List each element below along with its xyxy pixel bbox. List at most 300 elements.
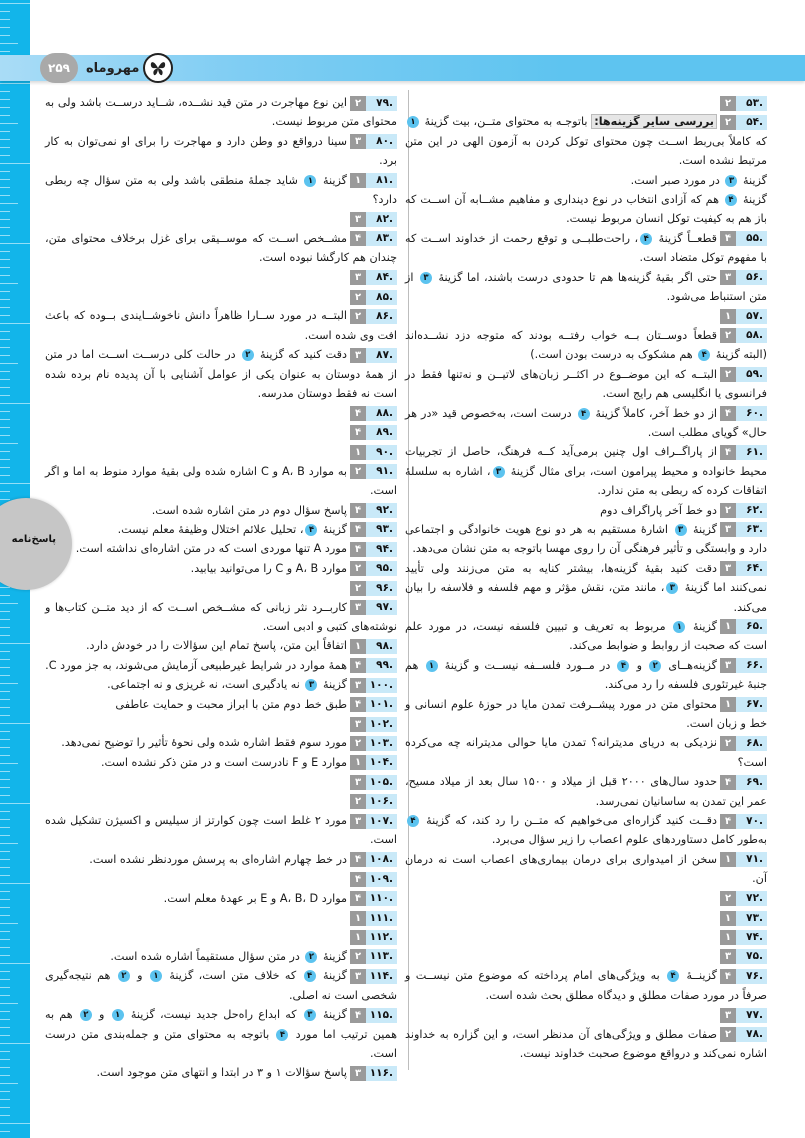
- ruler-tick: [0, 315, 10, 316]
- answer-item: [45, 869, 397, 888]
- answer-choice: ۴: [350, 522, 366, 537]
- explanation-text: ، راحت‌طلبــی و توقع رحمت از خداوند اســت که با مفهوم توکل متضاد است.: [405, 231, 767, 265]
- question-number: .۷۳: [736, 911, 767, 926]
- question-header: [720, 561, 767, 576]
- ruler-tick: [0, 251, 10, 252]
- question-number: .۵۵: [736, 231, 767, 246]
- explanation-text: گزینهٔ: [687, 619, 717, 633]
- question-number: .۱۱۶: [366, 1066, 397, 1081]
- question-number: .۹۰: [366, 445, 397, 460]
- explanation-text: مورد ۲ غلط است چون کوارتز از سیلیس و اکسیژن تشکیل شده است.: [45, 814, 397, 847]
- ruler-tick: [0, 1131, 10, 1132]
- ruler-tick: [0, 1115, 10, 1116]
- question-header: [720, 736, 767, 751]
- question-header: [350, 212, 397, 227]
- ruler-tick: [0, 27, 10, 28]
- explanation-text: دقت کنید بقیهٔ گزینه‌ها، بیشتر کنایه به متن می‌زنند ولی تأیید نمی‌کنند اما گزینهٔ: [405, 561, 767, 595]
- question-header: [720, 96, 767, 111]
- explanation-text: از دو خط آخر، کاملاً گزینهٔ: [591, 406, 717, 420]
- option-number-badge: ۳: [420, 272, 432, 284]
- answer-choice: ۲: [350, 561, 366, 576]
- question-number: .۵۴: [736, 115, 767, 130]
- answer-item: [45, 966, 397, 1005]
- question-number: .۷۲: [736, 891, 767, 906]
- question-number: .۸۸: [366, 406, 397, 421]
- question-header: [720, 619, 767, 634]
- explanation-text: و: [131, 969, 148, 983]
- ruler-tick: [0, 83, 30, 84]
- ruler-tick: [0, 667, 10, 668]
- ruler-tick: [0, 187, 10, 188]
- ruler-tick: [0, 467, 10, 468]
- explanation-text: این نوع مهاجرت در متن قید نشــده، شــاید درســت باشد ولی به محتوای متن مربوط نیست.: [45, 96, 397, 129]
- ruler-tick: [0, 955, 10, 956]
- ruler-tick: [0, 595, 10, 596]
- ruler-tick: [0, 699, 10, 700]
- explanation-text: به‌طور کامل دستاوردهای علوم اعصاب را زیر سؤال می‌برد.: [491, 833, 767, 847]
- answer-choice: ۳: [350, 814, 366, 829]
- answer-choice: ۴: [350, 406, 366, 421]
- ruler-tick: [0, 275, 10, 276]
- ruler-tick: [0, 331, 10, 332]
- ruler-tick: [0, 827, 10, 828]
- explanation-text: ، مانند متن، نقش مؤثر و مهم فلسفه و فلاسفه را بیان می‌کند.: [405, 581, 767, 614]
- answer-item: [45, 947, 397, 966]
- question-number: .۱۰۸: [366, 852, 397, 867]
- ruler-tick: [0, 771, 10, 772]
- ruler-tick: [0, 443, 18, 444]
- answer-item: [405, 617, 767, 656]
- explanation-text: گزینهٔ: [318, 173, 348, 187]
- answer-item: [405, 850, 767, 889]
- question-number: .۱۰۵: [366, 775, 397, 790]
- question-number: .۹۹: [366, 658, 397, 673]
- explanation-text: سینا درواقع دو وطن دارد و مهاجرت را برای او نمی‌توان به کار برد.: [45, 134, 397, 168]
- answer-item: [45, 520, 397, 539]
- explanation-text: اتفاقاً این متن، پاسخ تمام این سؤالات را در خودش دارد.: [85, 639, 347, 653]
- question-header: [350, 348, 397, 363]
- explanation-text: در حالت کلی درســت اســت اما در متن از همهٔ دوستان به عنوان یکی از عوامل آشنایی با آن پدیده نام برده شده است نه فقط دوستان مدرسه.: [45, 348, 397, 401]
- question-header: [720, 852, 767, 867]
- answer-choice: ۱: [720, 619, 736, 634]
- option-number-badge: ۴: [725, 194, 737, 206]
- question-number: .۷۱: [736, 852, 767, 867]
- answer-item: [45, 1005, 397, 1063]
- answer-choice: ۴: [720, 814, 736, 829]
- question-number: .۱۰۱: [366, 697, 397, 712]
- explanation-text: کاربــرد نثر زبانی که مشــخص اســت که از دید متــن کتاب‌ها و نوشته‌های کتبی و ادبی است.: [45, 600, 397, 633]
- question-header: [720, 328, 767, 343]
- explanation-text: دو خط آخر پاراگراف دوم: [600, 503, 717, 517]
- answer-item: [45, 598, 397, 637]
- answer-choice: ۳: [350, 212, 366, 227]
- answer-choice: ۳: [350, 134, 366, 149]
- answer-choice: ۱: [350, 930, 366, 945]
- ruler-tick: [0, 491, 10, 492]
- ruler-tick: [0, 363, 18, 364]
- ruler-tick: [0, 347, 10, 348]
- explanation-text: گزینهٔ: [319, 678, 347, 692]
- answer-item: [405, 93, 767, 112]
- answer-choice: ۱: [350, 173, 366, 188]
- answer-item: [45, 889, 397, 908]
- option-number-badge: ۴: [305, 524, 317, 536]
- answer-choice: ۲: [350, 96, 366, 111]
- ruler-tick: [0, 379, 10, 380]
- ruler-tick: [0, 691, 10, 692]
- answer-choice: ۴: [350, 425, 366, 440]
- question-header: [350, 134, 397, 149]
- ruler-tick: [0, 123, 18, 124]
- answer-item: [405, 733, 767, 772]
- question-header: [720, 911, 767, 926]
- question-header: [720, 231, 767, 246]
- ruler-tick: [0, 147, 10, 148]
- question-number: .۵۹: [736, 367, 767, 382]
- answer-item: [405, 927, 767, 946]
- ruler-tick: [0, 1083, 18, 1084]
- question-number: .۹۳: [366, 522, 397, 537]
- ruler-tick: [0, 427, 10, 428]
- question-number: .۷۹: [366, 96, 397, 111]
- answer-item: [45, 501, 397, 520]
- ruler-tick: [0, 723, 30, 724]
- question-number: .۸۱: [366, 173, 397, 188]
- question-number: .۶۵: [736, 619, 767, 634]
- question-header: [350, 561, 397, 576]
- question-number: .۵۳: [736, 96, 767, 111]
- ruler-tick: [0, 971, 10, 972]
- explanation-text: قطعــاً گزینهٔ: [654, 231, 717, 245]
- option-number-badge: ۴: [640, 233, 652, 245]
- explanation-text: نزدیکی به دریای مدیترانه؟ تمدن مایا حوالی مدیترانه چه می‌کرده است؟: [405, 736, 767, 769]
- answer-choice: ۲: [350, 581, 366, 596]
- question-number: .۱۰۹: [366, 872, 397, 887]
- question-number: .۸۹: [366, 425, 397, 440]
- option-number-badge: ۳: [666, 582, 678, 594]
- answer-item: [405, 112, 767, 170]
- question-number: .۱۱۰: [366, 891, 397, 906]
- ruler-tick: [0, 795, 10, 796]
- answer-item: [45, 927, 397, 946]
- ruler-tick: [0, 1059, 10, 1060]
- explanation-text: شاید جملهٔ منطقی باشد ولی به متن سؤال چه ربطی دارد؟: [45, 173, 397, 207]
- question-header: [350, 231, 397, 246]
- question-header: [720, 445, 767, 460]
- explanation-text: هم مشکوک به درست بودن است.): [530, 348, 697, 362]
- option-number-badge: ۳: [304, 1009, 316, 1021]
- answer-choice: ۱: [720, 852, 736, 867]
- answer-choice: ۳: [350, 600, 366, 615]
- question-header: [350, 736, 397, 751]
- answer-item: [45, 268, 397, 287]
- answer-item: [405, 268, 767, 307]
- page-number: ۲۵۹: [40, 53, 78, 83]
- answer-choice: ۴: [720, 969, 736, 984]
- answer-item: [45, 578, 397, 597]
- answer-choice: ۴: [350, 231, 366, 246]
- question-number: .۱۱۵: [366, 1008, 397, 1023]
- explanation-text: و: [631, 658, 648, 672]
- question-header: [350, 445, 397, 460]
- answer-item: [45, 811, 397, 850]
- answer-choice: ۴: [350, 872, 366, 887]
- question-number: .۸۵: [366, 290, 397, 305]
- answer-choice: ۲: [350, 309, 366, 324]
- explanation-text: پاسخ سؤالات ۱ و ۳ در ابتدا و انتهای متن موجود است.: [96, 1066, 347, 1080]
- explanation-text: ، اشاره به سلسلهٔ اتفاقات کرده که ربطی به متن ندارد.: [405, 464, 767, 498]
- answer-item: [45, 423, 397, 442]
- question-number: .۹۴: [366, 542, 397, 557]
- option-number-badge: ۲: [118, 970, 130, 982]
- ruler-tick: [0, 835, 10, 836]
- explanation-text: محتوای متن در مورد پیشــرفت تمدن مایا در حوزهٔ علوم انسانی و خط و زبان است.: [405, 697, 767, 730]
- question-number: .۷۸: [736, 1027, 767, 1042]
- option-number-badge: ۱: [673, 621, 685, 633]
- question-number: .۷۵: [736, 949, 767, 964]
- ruler-tick: [0, 867, 10, 868]
- ruler-tick: [0, 947, 10, 948]
- answer-item: [405, 695, 767, 734]
- answer-item: [405, 501, 767, 520]
- question-number: .۵۷: [736, 309, 767, 324]
- ruler-tick: [0, 323, 30, 324]
- answer-choice: ۱: [350, 911, 366, 926]
- question-number: .۱۰۴: [366, 755, 397, 770]
- ruler-tick: [0, 731, 10, 732]
- ruler-tick: [0, 435, 10, 436]
- answer-choice: ۴: [720, 231, 736, 246]
- answer-choice: ۳: [350, 969, 366, 984]
- ruler-tick: [0, 1011, 10, 1012]
- explanation-text: دقــت کنید گزاره‌ای می‌خواهیم که متــن را رد کند، که گزینهٔ: [421, 814, 717, 828]
- ruler-tick: [0, 339, 10, 340]
- ruler-tick: [0, 1099, 10, 1100]
- explanation-text: گزینهٔ: [319, 949, 347, 963]
- explanation-text: در مورد صبر است.: [630, 173, 724, 187]
- ruler-tick: [0, 195, 10, 196]
- explanation-text: هم که آزادی انتخاب در نوع دینداری و مفاهیم مشــابه آن اســت که باز هم به کیفیت توکل انسان مربوط نیست.: [405, 193, 767, 226]
- ruler-tick: [0, 851, 10, 852]
- answer-item: [405, 772, 767, 811]
- answer-choice: ۲: [720, 1027, 736, 1042]
- ruler-tick: [0, 459, 10, 460]
- question-number: .۸۰: [366, 134, 397, 149]
- answer-choice: ۲: [720, 891, 736, 906]
- explanation-text: درست است، به‌خصوص قید «در هر حال» گویای مطلب است.: [405, 406, 767, 439]
- answer-item: [405, 229, 767, 268]
- answer-item: [45, 306, 397, 345]
- question-header: [350, 464, 397, 479]
- question-header: [350, 581, 397, 596]
- question-header: [350, 600, 397, 615]
- ruler-tick: [0, 1035, 10, 1036]
- ruler-tick: [0, 643, 30, 644]
- option-number-badge: ۱: [150, 970, 162, 982]
- question-header: [350, 406, 397, 421]
- answer-item: [405, 306, 767, 325]
- option-number-badge: ۴: [276, 1029, 288, 1041]
- question-number: .۶۸: [736, 736, 767, 751]
- explanation-text: قطعاً دوســتان بــه خواب رفتــه بودند که متوجه دزد نشــده‌اند (البته گزینهٔ: [405, 328, 767, 362]
- explanation-text: پاسخ سؤال دوم در متن اشاره شده است.: [151, 503, 347, 517]
- question-header: [350, 717, 397, 732]
- ruler-tick: [0, 675, 10, 676]
- answer-choice: ۳: [720, 1008, 736, 1023]
- ruler-tick: [0, 875, 10, 876]
- ruler-tick: [0, 299, 10, 300]
- side-tab-label: پاسخ‌نامه: [11, 534, 56, 545]
- answer-item: [45, 733, 397, 752]
- question-number: .۱۱۲: [366, 930, 397, 945]
- explanation-text: موارد E و F نادرست است و در متن ذکر نشده است.: [100, 755, 347, 769]
- question-number: .۸۳: [366, 231, 397, 246]
- answer-item: [45, 636, 397, 655]
- option-number-badge: ۱: [407, 116, 419, 128]
- question-header: [350, 697, 397, 712]
- answer-choice: ۴: [350, 658, 366, 673]
- answer-choice: ۲: [350, 736, 366, 751]
- question-header: [350, 872, 397, 887]
- option-number-badge: ۱: [112, 1009, 124, 1021]
- question-number: .۶۴: [736, 561, 767, 576]
- question-header: [720, 115, 767, 130]
- question-header: [350, 658, 397, 673]
- ruler-tick: [0, 907, 10, 908]
- ruler-tick: [0, 1043, 30, 1044]
- answer-choice: ۲: [350, 464, 366, 479]
- ruler-tick: [0, 915, 10, 916]
- option-number-badge: ۴: [667, 970, 679, 982]
- ruler-tick: [0, 1107, 10, 1108]
- answer-item: [405, 442, 767, 500]
- answer-choice: ۳: [720, 270, 736, 285]
- ruler-tick: [0, 931, 10, 932]
- answer-item: [45, 1063, 397, 1082]
- answer-choice: ۱: [720, 697, 736, 712]
- ruler-tick: [0, 1091, 10, 1092]
- answer-item: [45, 462, 397, 501]
- ruler-tick: [0, 43, 18, 44]
- explanation-text: البتــه که این موضــوع در اکثــر زبان‌های لاتیــن و نه‌تنها فقط در فرانسوی یا انگلیسی هم رایج است.: [405, 367, 767, 401]
- answer-choice: ۲: [720, 736, 736, 751]
- question-header: [720, 891, 767, 906]
- ruler-tick: [0, 899, 10, 900]
- explanation-text: گزینه‌هــای: [663, 658, 718, 672]
- ruler-tick: [0, 19, 10, 20]
- question-number: .۷۰: [736, 814, 767, 829]
- question-header: [720, 270, 767, 285]
- question-number: .۶۱: [736, 445, 767, 460]
- question-header: [720, 503, 767, 518]
- ruler-tick: [0, 1051, 10, 1052]
- question-number: .۱۱۳: [366, 949, 397, 964]
- option-number-badge: ۳: [305, 679, 317, 691]
- explanation-text: همهٔ موارد در شرایط غیرطبیعی آزمایش می‌شوند، به جز مورد C.: [45, 658, 347, 672]
- answer-choice: ۲: [350, 794, 366, 809]
- ruler-tick: [0, 51, 10, 52]
- explanation-text: گزینهٔ: [317, 969, 347, 983]
- answer-item: [405, 1005, 767, 1024]
- answer-item: [405, 520, 767, 559]
- explanation-text: مورد سوم فقط اشاره شده ولی نحوهٔ تأثیر را توضیح نمی‌دهد.: [61, 736, 347, 750]
- question-number: .۶۶: [736, 658, 767, 673]
- question-header: [350, 891, 397, 906]
- ruler-tick: [0, 235, 10, 236]
- ruler-tick: [0, 99, 10, 100]
- ruler-tick: [0, 995, 10, 996]
- ruler-tick: [0, 451, 10, 452]
- question-header: [720, 775, 767, 790]
- question-header: [720, 930, 767, 945]
- answer-choice: ۳: [720, 949, 736, 964]
- question-header: [350, 678, 397, 693]
- ruler-tick: [0, 171, 10, 172]
- ruler-tick: [0, 755, 10, 756]
- option-number-badge: ۴: [407, 815, 419, 827]
- option-number-badge: ۴: [617, 660, 629, 672]
- question-header: [350, 522, 397, 537]
- answer-choice: ۲: [720, 96, 736, 111]
- answer-item: [45, 287, 397, 306]
- question-header: [720, 1027, 767, 1042]
- answer-choice: ۴: [720, 445, 736, 460]
- ruler-tick: [0, 291, 10, 292]
- ruler-tick: [0, 1019, 10, 1020]
- question-number: .۷۷: [736, 1008, 767, 1023]
- answer-choice: ۴: [720, 775, 736, 790]
- ruler-tick: [0, 411, 10, 412]
- explanation-text: البتــه در مورد ســارا ظاهراً دانش ناخوشــایندی بــوده که باعث افت وی شده است.: [45, 309, 397, 342]
- explanation-text: طبق خط دوم متن با ابراز محبت و حمایت عاطفی: [115, 697, 347, 711]
- option-number-badge: ۳: [725, 175, 737, 187]
- answer-choice: ۱: [350, 755, 366, 770]
- question-number: .۱۰۲: [366, 717, 397, 732]
- option-number-badge: ۱: [304, 175, 316, 187]
- answer-item: [45, 171, 397, 210]
- explanation-text: به ویژگی‌های امام پرداخته که موضوع متن نیســت و صرفاً در مورد صفات مطلق و دیدگاه مطلق بحث شده است.: [405, 969, 767, 1002]
- ruler-tick: [0, 155, 10, 156]
- question-number: .۶۲: [736, 503, 767, 518]
- ruler-tick: [0, 499, 10, 500]
- explanation-text: در خط چهارم اشاره‌ای به پرسش موردنظر نشده است.: [89, 852, 347, 866]
- ruler-tick: [0, 1003, 18, 1004]
- answer-item: [45, 559, 397, 578]
- answer-item: [405, 889, 767, 908]
- option-number-badge: ۲: [649, 660, 661, 672]
- answer-choice: ۳: [350, 1066, 366, 1081]
- question-header: [350, 290, 397, 305]
- answer-item: [45, 850, 397, 869]
- answer-choice: ۱: [350, 445, 366, 460]
- answer-choice: ۴: [350, 852, 366, 867]
- answer-item: [45, 132, 397, 171]
- ruler-tick: [0, 227, 10, 228]
- ruler-tick: [0, 371, 10, 372]
- explanation-text: نه یادگیری است، نه غریزی و نه اجتماعی.: [107, 678, 304, 692]
- question-header: [720, 522, 767, 537]
- explanation-text: باتوجـه به محتوای متــن، بیت گزینهٔ: [421, 115, 592, 129]
- answer-choice: ۲: [720, 115, 736, 130]
- explanation-text: سخن از امیدواری برای درمان بیماری‌های اعصاب است نه درمان آن.: [405, 852, 767, 886]
- ruler-tick: [0, 387, 10, 388]
- question-header: [720, 969, 767, 984]
- option-number-badge: ۲: [80, 1009, 92, 1021]
- answer-item: [405, 190, 767, 229]
- answer-item: [405, 326, 767, 365]
- option-number-badge: ۴: [578, 408, 590, 420]
- answer-item: [45, 772, 397, 791]
